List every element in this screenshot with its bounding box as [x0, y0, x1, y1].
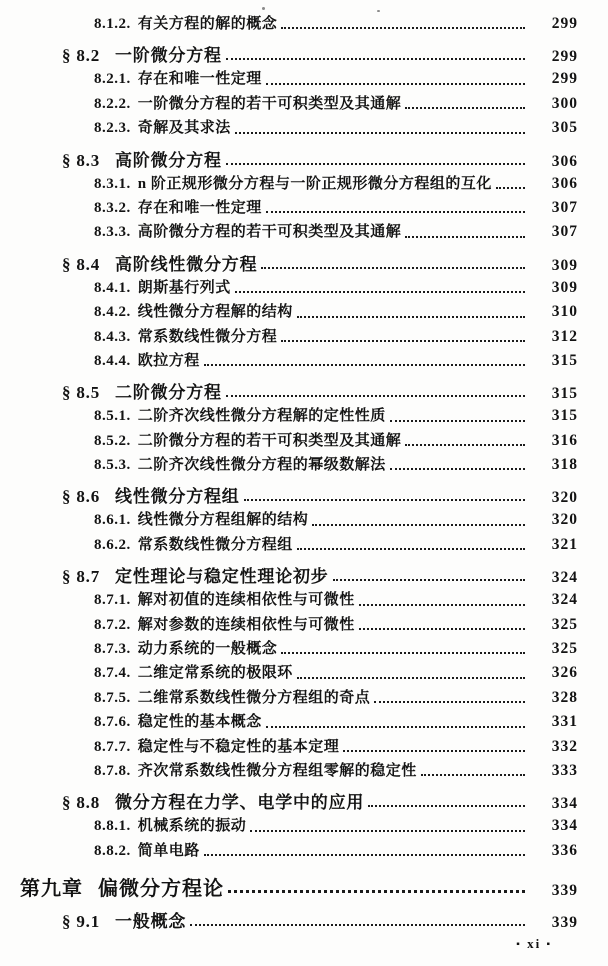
- dot-leader: [244, 482, 525, 508]
- toc-entry: [0, 839, 578, 863]
- toc-entry-number: 8.5.2.: [94, 432, 131, 449]
- folio-label: xi: [527, 936, 542, 951]
- toc-entry: [0, 533, 578, 557]
- dot-leader: [359, 588, 525, 612]
- toc-entry: [0, 907, 578, 933]
- dot-leader: [333, 562, 525, 588]
- toc-entry-title: 朗斯基行列式: [137, 279, 231, 296]
- toc-entry-title: 偏微分方程论: [98, 878, 224, 901]
- dot-leader: [266, 710, 525, 734]
- toc-entry-page-number: 299: [551, 15, 578, 32]
- dot-leader: [390, 453, 525, 477]
- toc-entry-page-number: 321: [551, 535, 578, 553]
- toc-entry-number: 8.8.2.: [94, 842, 131, 859]
- toc-entry: [0, 735, 578, 759]
- toc-entry: [0, 404, 578, 428]
- toc-entry: [0, 429, 578, 453]
- toc-entry-title: 线性微分方程解的结构: [137, 304, 293, 321]
- toc-entry-title: 有关方程的解的概念: [137, 16, 278, 32]
- toc-entry-title: 二维常系数线性微分方程组的奇点: [137, 689, 371, 706]
- toc-entry-page-number: 307: [551, 223, 578, 241]
- toc-entry: [0, 325, 578, 349]
- toc-entry-page-number: 310: [551, 303, 578, 321]
- toc-entry: [0, 562, 578, 588]
- toc-entry: [0, 710, 578, 734]
- toc-entry: [0, 686, 578, 710]
- toc-entry-number: 8.8.1.: [94, 818, 131, 835]
- dot-leader: [235, 276, 525, 300]
- toc-list: [0, 12, 608, 933]
- toc-entry-number: 8.3.2.: [94, 199, 131, 216]
- toc-entry-page-number: 334: [551, 795, 578, 813]
- toc-entry-number: § 9.1: [62, 912, 100, 932]
- dot-leader: [266, 67, 525, 91]
- toc-entry-number: 第九章: [20, 878, 83, 901]
- toc-entry-title: 存在和唯一性定理: [137, 71, 262, 88]
- toc-entry-title: 线性微分方程组解的结构: [137, 512, 309, 529]
- toc-entry-number: § 8.4: [62, 254, 100, 274]
- toc-entry-title: 定性理论与稳定性理论初步: [115, 567, 329, 587]
- toc-entry: [0, 92, 578, 116]
- toc-entry-page-number: 305: [551, 119, 578, 137]
- toc-entry-title: 线性微分方程组: [115, 487, 240, 507]
- toc-entry-page-number: 332: [551, 737, 578, 755]
- toc-entry-number: 8.2.3.: [94, 120, 131, 137]
- toc-entry-title: 奇解及其求法: [137, 120, 231, 137]
- toc-entry-title: 高阶微分方程的若干可积类型及其通解: [137, 224, 402, 241]
- toc-entry-page-number: 315: [551, 407, 578, 425]
- toc-entry-number: 8.4.3.: [94, 328, 131, 345]
- toc-entry: [0, 613, 578, 637]
- toc-entry: [0, 788, 578, 814]
- dot-leader: [374, 686, 525, 710]
- toc-entry-title: 微分方程在力学、电学中的应用: [115, 793, 365, 813]
- toc-entry-page-number: 336: [551, 841, 578, 859]
- dot-leader: [204, 349, 525, 373]
- toc-entry: [0, 196, 578, 220]
- toc-entry: [0, 146, 578, 172]
- toc-entry-title: 齐次常系数线性微分方程组零解的稳定性: [137, 762, 417, 779]
- toc-entry-number: 8.7.7.: [94, 738, 131, 755]
- toc-entry-page-number: 315: [551, 385, 578, 403]
- dot-leader: [235, 116, 525, 140]
- toc-entry-number: 8.3.1.: [94, 175, 131, 192]
- dot-leader: [266, 196, 525, 220]
- dot-leader: [297, 300, 525, 324]
- toc-entry-title: 稳定性的基本概念: [137, 714, 262, 731]
- toc-entry-number: 8.5.1.: [94, 408, 131, 425]
- scan-speck: [262, 7, 265, 10]
- toc-entry-number: 8.7.2.: [94, 616, 131, 633]
- toc-entry-number: 8.4.4.: [94, 352, 131, 369]
- toc-entry: [0, 508, 578, 532]
- dot-leader: [405, 92, 525, 116]
- toc-entry: [0, 12, 578, 36]
- toc-entry-page-number: 306: [551, 174, 578, 192]
- toc-entry-page-number: 339: [551, 882, 578, 900]
- toc-entry-page-number: 328: [551, 688, 578, 706]
- toc-entry-number: 8.4.1.: [94, 279, 131, 296]
- toc-entry-page-number: 299: [551, 70, 578, 88]
- toc-entry-title: 二阶微分方程的若干可积类型及其通解: [137, 432, 402, 449]
- dot-leader: [496, 172, 525, 196]
- toc-entry-title: 解对参数的连续相依性与可微性: [137, 616, 355, 633]
- toc-entry-number: 8.6.2.: [94, 536, 131, 553]
- dot-leader: [190, 907, 525, 933]
- toc-entry-title: 二维定常系统的极限环: [137, 665, 293, 682]
- dot-leader: [421, 759, 525, 783]
- toc-entry-number: 8.2.2.: [94, 95, 131, 112]
- toc-entry-number: § 8.3: [62, 150, 100, 170]
- toc-entry-number: 8.7.3.: [94, 641, 131, 658]
- toc-entry-title: 动力系统的一般概念: [137, 641, 278, 658]
- toc-entry-page-number: 309: [551, 278, 578, 296]
- toc-entry-page-number: 307: [551, 198, 578, 216]
- toc-entry-page-number: 333: [551, 761, 578, 779]
- toc-entry-page-number: 320: [551, 489, 578, 507]
- toc-entry-page-number: 309: [551, 256, 578, 274]
- toc-entry-title: 二阶齐次线性微分方程解的定性性质: [137, 408, 386, 425]
- toc-entry-title: 一般概念: [115, 912, 187, 932]
- toc-entry-title: 常系数线性微分方程组: [137, 536, 293, 553]
- toc-entry-page-number: 326: [551, 664, 578, 682]
- toc-entry-number: 8.3.3.: [94, 224, 131, 241]
- toc-entry-page-number: 312: [551, 327, 578, 345]
- dot-leader: [368, 788, 525, 814]
- toc-entry-number: § 8.6: [62, 487, 100, 507]
- toc-entry-title: 欧拉方程: [137, 352, 200, 369]
- dot-leader: [226, 41, 525, 67]
- toc-entry-page-number: 339: [551, 914, 578, 932]
- toc-entry-page-number: 306: [551, 152, 578, 170]
- dot-leader: [281, 637, 525, 661]
- footer-right-marker: ▪: [546, 939, 552, 950]
- dot-leader: [343, 735, 525, 759]
- toc-entry: [0, 588, 578, 612]
- toc-entry: [0, 349, 578, 373]
- toc-entry: [0, 759, 578, 783]
- toc-entry: [0, 250, 578, 276]
- toc-entry-number: § 8.8: [62, 793, 100, 813]
- toc-entry-number: 8.7.4.: [94, 665, 131, 682]
- toc-entry: [0, 814, 578, 838]
- toc-entry-number: 8.2.1.: [94, 71, 131, 88]
- toc-entry: [0, 41, 578, 67]
- toc-entry-number: 8.7.1.: [94, 592, 131, 609]
- toc-entry: [0, 482, 578, 508]
- toc-entry-page-number: 325: [551, 640, 578, 658]
- toc-entry-title: 简单电路: [137, 842, 200, 859]
- dot-leader: [297, 661, 525, 685]
- toc-entry-title: 解对初值的连续相依性与可微性: [137, 592, 355, 609]
- toc-entry: [0, 637, 578, 661]
- toc-entry-page-number: 315: [551, 351, 578, 369]
- dot-leader: [226, 146, 525, 172]
- toc-entry-page-number: 331: [551, 713, 578, 731]
- page-footer: [516, 936, 552, 952]
- toc-entry-page-number: 325: [551, 615, 578, 633]
- toc-entry-title: 二阶微分方程: [115, 383, 222, 403]
- toc-entry-page-number: 318: [551, 456, 578, 474]
- toc-entry-number: 8.1.2.: [94, 16, 131, 32]
- toc-entry-title: 机械系统的振动: [137, 818, 247, 835]
- toc-entry-number: 8.7.6.: [94, 714, 131, 731]
- toc-entry-number: 8.4.2.: [94, 304, 131, 321]
- dot-leader: [281, 325, 525, 349]
- toc-entry-page-number: 320: [551, 511, 578, 529]
- toc-entry: [0, 116, 578, 140]
- dot-leader: [250, 814, 525, 838]
- toc-entry-number: 8.7.8.: [94, 762, 131, 779]
- toc-entry-page-number: 334: [551, 817, 578, 835]
- toc-entry: [0, 172, 578, 196]
- toc-entry: [0, 453, 578, 477]
- footer-left-marker: ▪: [516, 939, 522, 950]
- toc-entry-title: 存在和唯一性定理: [137, 199, 262, 216]
- toc-entry-page-number: 316: [551, 431, 578, 449]
- toc-entry: [0, 67, 578, 91]
- toc-entry-number: § 8.7: [62, 567, 100, 587]
- toc-entry: [0, 872, 578, 902]
- toc-entry: [0, 300, 578, 324]
- toc-entry-title: 一阶微分方程的若干可积类型及其通解: [137, 95, 402, 112]
- dot-leader: [228, 872, 525, 902]
- dot-leader: [312, 508, 525, 532]
- toc-entry-title: 高阶线性微分方程: [115, 254, 258, 274]
- toc-entry-number: § 8.5: [62, 383, 100, 403]
- toc-entry: [0, 378, 578, 404]
- toc-entry-title: 高阶微分方程: [115, 150, 222, 170]
- dot-leader: [405, 429, 525, 453]
- dot-leader: [281, 12, 525, 36]
- dot-leader: [390, 404, 525, 428]
- dot-leader: [226, 378, 525, 404]
- toc-entry-title: 常系数线性微分方程: [137, 328, 278, 345]
- toc-entry: [0, 220, 578, 244]
- dot-leader: [359, 613, 525, 637]
- toc-entry-title: 二阶齐次线性微分方程的幂级数解法: [137, 457, 386, 474]
- toc-entry-page-number: 324: [551, 591, 578, 609]
- toc-entry-number: § 8.2: [62, 46, 100, 66]
- dot-leader: [261, 250, 525, 276]
- toc-entry-page-number: 324: [551, 569, 578, 587]
- toc-entry-number: 8.7.5.: [94, 689, 131, 706]
- dot-leader: [204, 839, 525, 863]
- dot-leader: [405, 220, 525, 244]
- toc-entry: [0, 661, 578, 685]
- toc-entry-title: n 阶正规形微分方程与一阶正规形微分方程组的互化: [137, 175, 492, 192]
- toc-entry-page-number: 299: [551, 48, 578, 66]
- toc-entry-page-number: 300: [551, 94, 578, 112]
- toc-entry-number: 8.6.1.: [94, 512, 131, 529]
- dot-leader: [297, 533, 525, 557]
- toc-entry: [0, 276, 578, 300]
- toc-entry-title: 一阶微分方程: [115, 46, 222, 66]
- toc-entry-title: 稳定性与不稳定性的基本定理: [137, 738, 340, 755]
- toc-entry-number: 8.5.3.: [94, 457, 131, 474]
